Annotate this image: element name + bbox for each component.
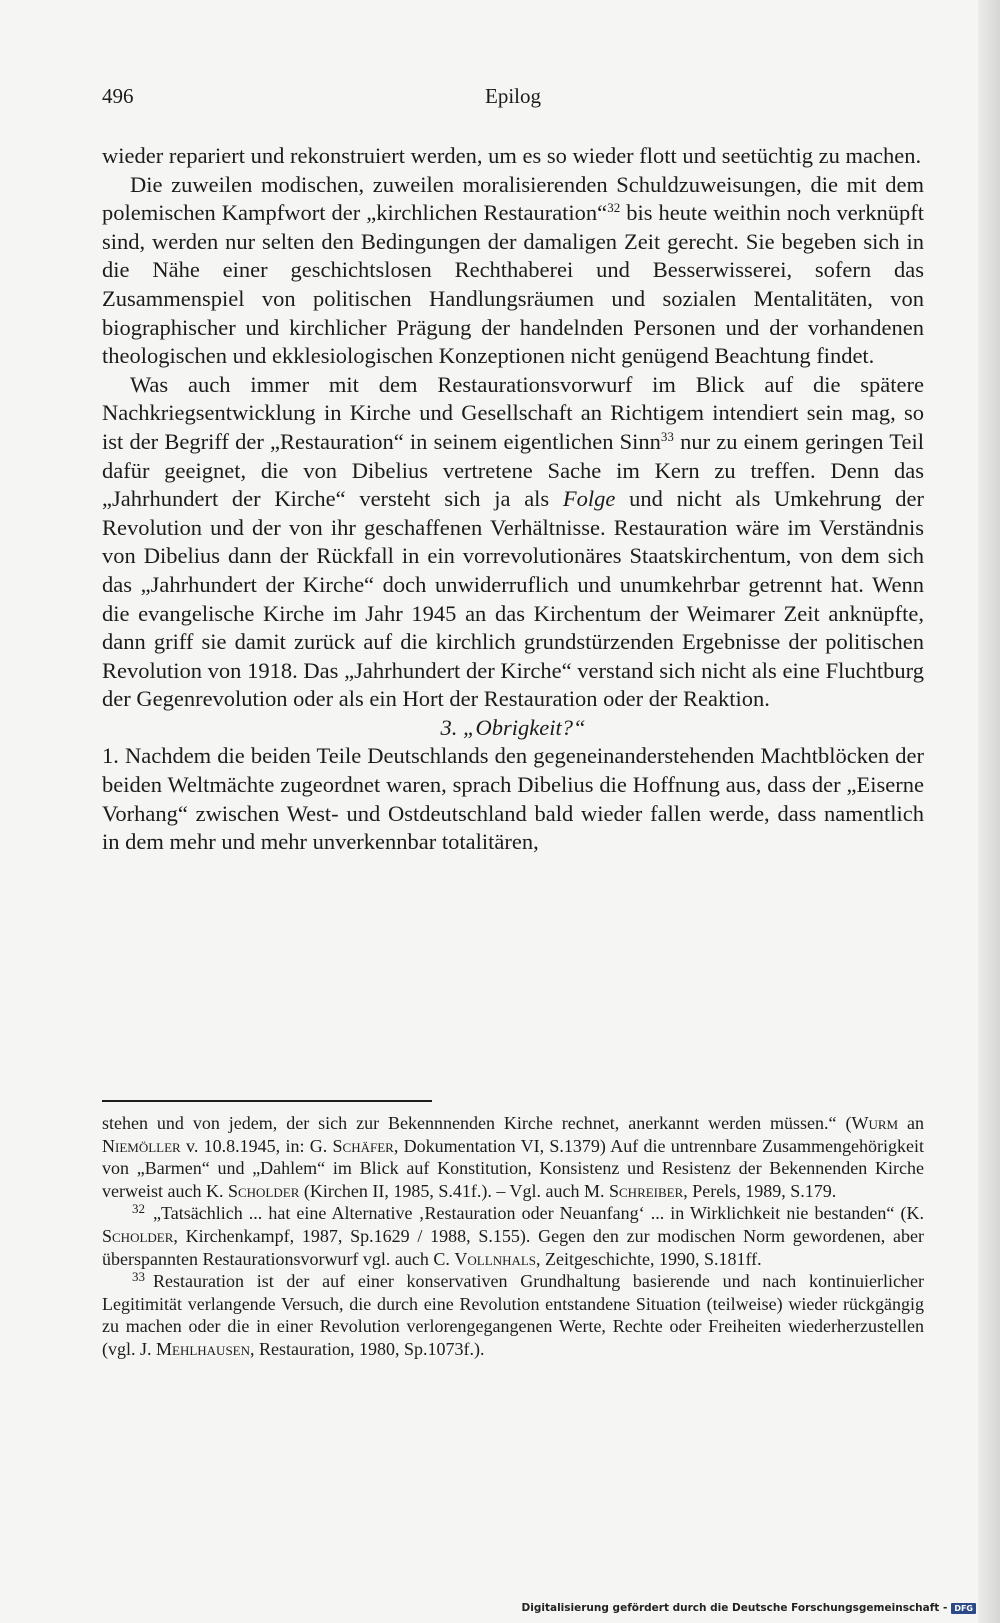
footnote-number: 33 <box>132 1269 145 1285</box>
page-header <box>102 84 924 112</box>
running-head: Epilog <box>485 84 541 108</box>
page-number: 496 <box>102 84 134 108</box>
dfg-logo-icon: DFG <box>951 1603 976 1614</box>
main-text <box>102 142 924 857</box>
digitization-credit <box>522 1601 976 1615</box>
credit-text: Digitalisierung gefördert durch die Deutsche Forschungsgemeinschaft - <box>521 1602 948 1614</box>
section-heading: 3. „Obrigkeit?“ <box>440 714 586 740</box>
footnote-32: $^{32}$ „Tatsächlich ... hat eine Alternative ‚Restauration oder Neuanfang‘ ... in Wirklichkeit nie bestanden“ (K. Scholder, Kirchenkampf, 1987, Sp.1629 / 1988, S.155). Gegen den zur modischen Norm gewordenen, aber überspannten Restaurationsvorwurf vgl. auch C. Vollnhals, Zeitgeschichte, 1990, S.181ff. <box>102 1201 924 1269</box>
paragraph-2: Die zuweilen modischen, zuweilen moralisierenden Schuldzuweisungen, die mit dem polemischen Kampfwort der „kirchlichen Restauration“$^{32}$ bis heute weithin noch verknüpft sind, werden nur selten den Bedingungen der damaligen Zeit gerecht. Sie begeben sich in die Nähe einer geschichtslosen Rechthaberei und Besserwisserei, sofern das Zusammenspiel von politischen Handlungsräumen und sozialen Mentalitäten, von biographischer und kirchlicher Prägung der handelnden Personen und der vorhandenen theologischen und ekklesiologischen Konzeptionen nicht genügend Beachtung findet. <box>102 171 924 369</box>
paragraph-4: 1. Nachdem die beiden Teile Deutschlands den gegeneinanderstehenden Machtblöcken der beiden Weltmächte zugeordnet waren, sprach Dibelius die Hoffnung aus, dass der „Eiserne Vorhang“ zwischen West- und Ostdeutschland bald wieder fallen werde, dass namentlich in dem mehr und mehr unverkennbar totalitären, <box>102 743 924 855</box>
paragraph-1: wieder repariert und rekonstruiert werden, um es so wieder flott und seetüchtig zu machen. <box>102 143 922 168</box>
footnote-ref-32: 32 <box>607 200 621 216</box>
footnote-divider <box>102 1100 432 1102</box>
footnote-continuation: stehen und von jedem, der sich zur Bekennnenden Kirche rechnet, anerkannt werden müssen.“ (Wurm an Niemöller v. 10.8.1945, in: G. Schäfer, Dokumentation VI, S.1379) Auf die untrennbare Zusammengehörigkeit von „Barmen“ und „Dahlem“ im Blick auf Konstitution, Konsistenz und Resistenz der Bekennenden Kirche verweist auch K. Scholder (Kirchen II, 1985, S.41f.). – Vgl. auch M. Schreiber, Perels, 1989, S.179. <box>102 1113 924 1201</box>
footnote-ref-33: 33 <box>660 428 674 444</box>
emphasis-folge: Folge <box>562 486 616 512</box>
footnote-number: 32 <box>132 1201 145 1217</box>
scan-edge <box>978 0 1000 1623</box>
footnotes <box>102 1112 924 1361</box>
footnote-33: $^{33}$ Restauration ist der auf einer konservativen Grundhaltung basierende und nach kontinuierlicher Legitimität verlangende Versuch, die durch eine Revolution entstandene Situation (teilweise) wieder rückgängig zu machen oder die in einer Revolution verlorengegangenen Werte, Rechte oder Freiheiten wiederherzustellen (vgl. J. Mehlhausen, Restauration, 1980, Sp.1073f.). <box>102 1269 924 1359</box>
paragraph-3: Was auch immer mit dem Restaurationsvorwurf im Blick auf die spätere Nachkriegsentwicklung in Kirche und Gesellschaft an Richtigem intendiert sein mag, so ist der Begriff der „Restauration“ in seinem eigentlichen Sinn$^{33}$ nur zu einem geringen Teil dafür geeignet, die von Dibelius vertretene Sache im Kern zu treffen. Denn das „Jahrhundert der Kirche“ versteht sich ja als Folge und nicht als Umkehrung der Revolution und der von ihr geschaffenen Verhältnisse. Restauration wäre im Verständnis von Dibelius dann der Rückfall in ein vorrevolutionäres Staatskirchentum, von dem sich das „Jahrhundert der Kirche“ doch unwiderruflich und unumkehrbar getrennt hat. Wenn die evangelische Kirche im Jahr 1945 an das Kirchentum der Weimarer Zeit anknüpfte, dann griff sie damit zurück auf die kirchlich grundstürzenden Ergebnisse der politischen Revolution von 1918. Das „Jahrhundert der Kirche“ verstand sich nicht als eine Fluchtburg der Gegenrevolution oder als ein Hort der Restauration oder der Reaktion. <box>102 371 924 712</box>
